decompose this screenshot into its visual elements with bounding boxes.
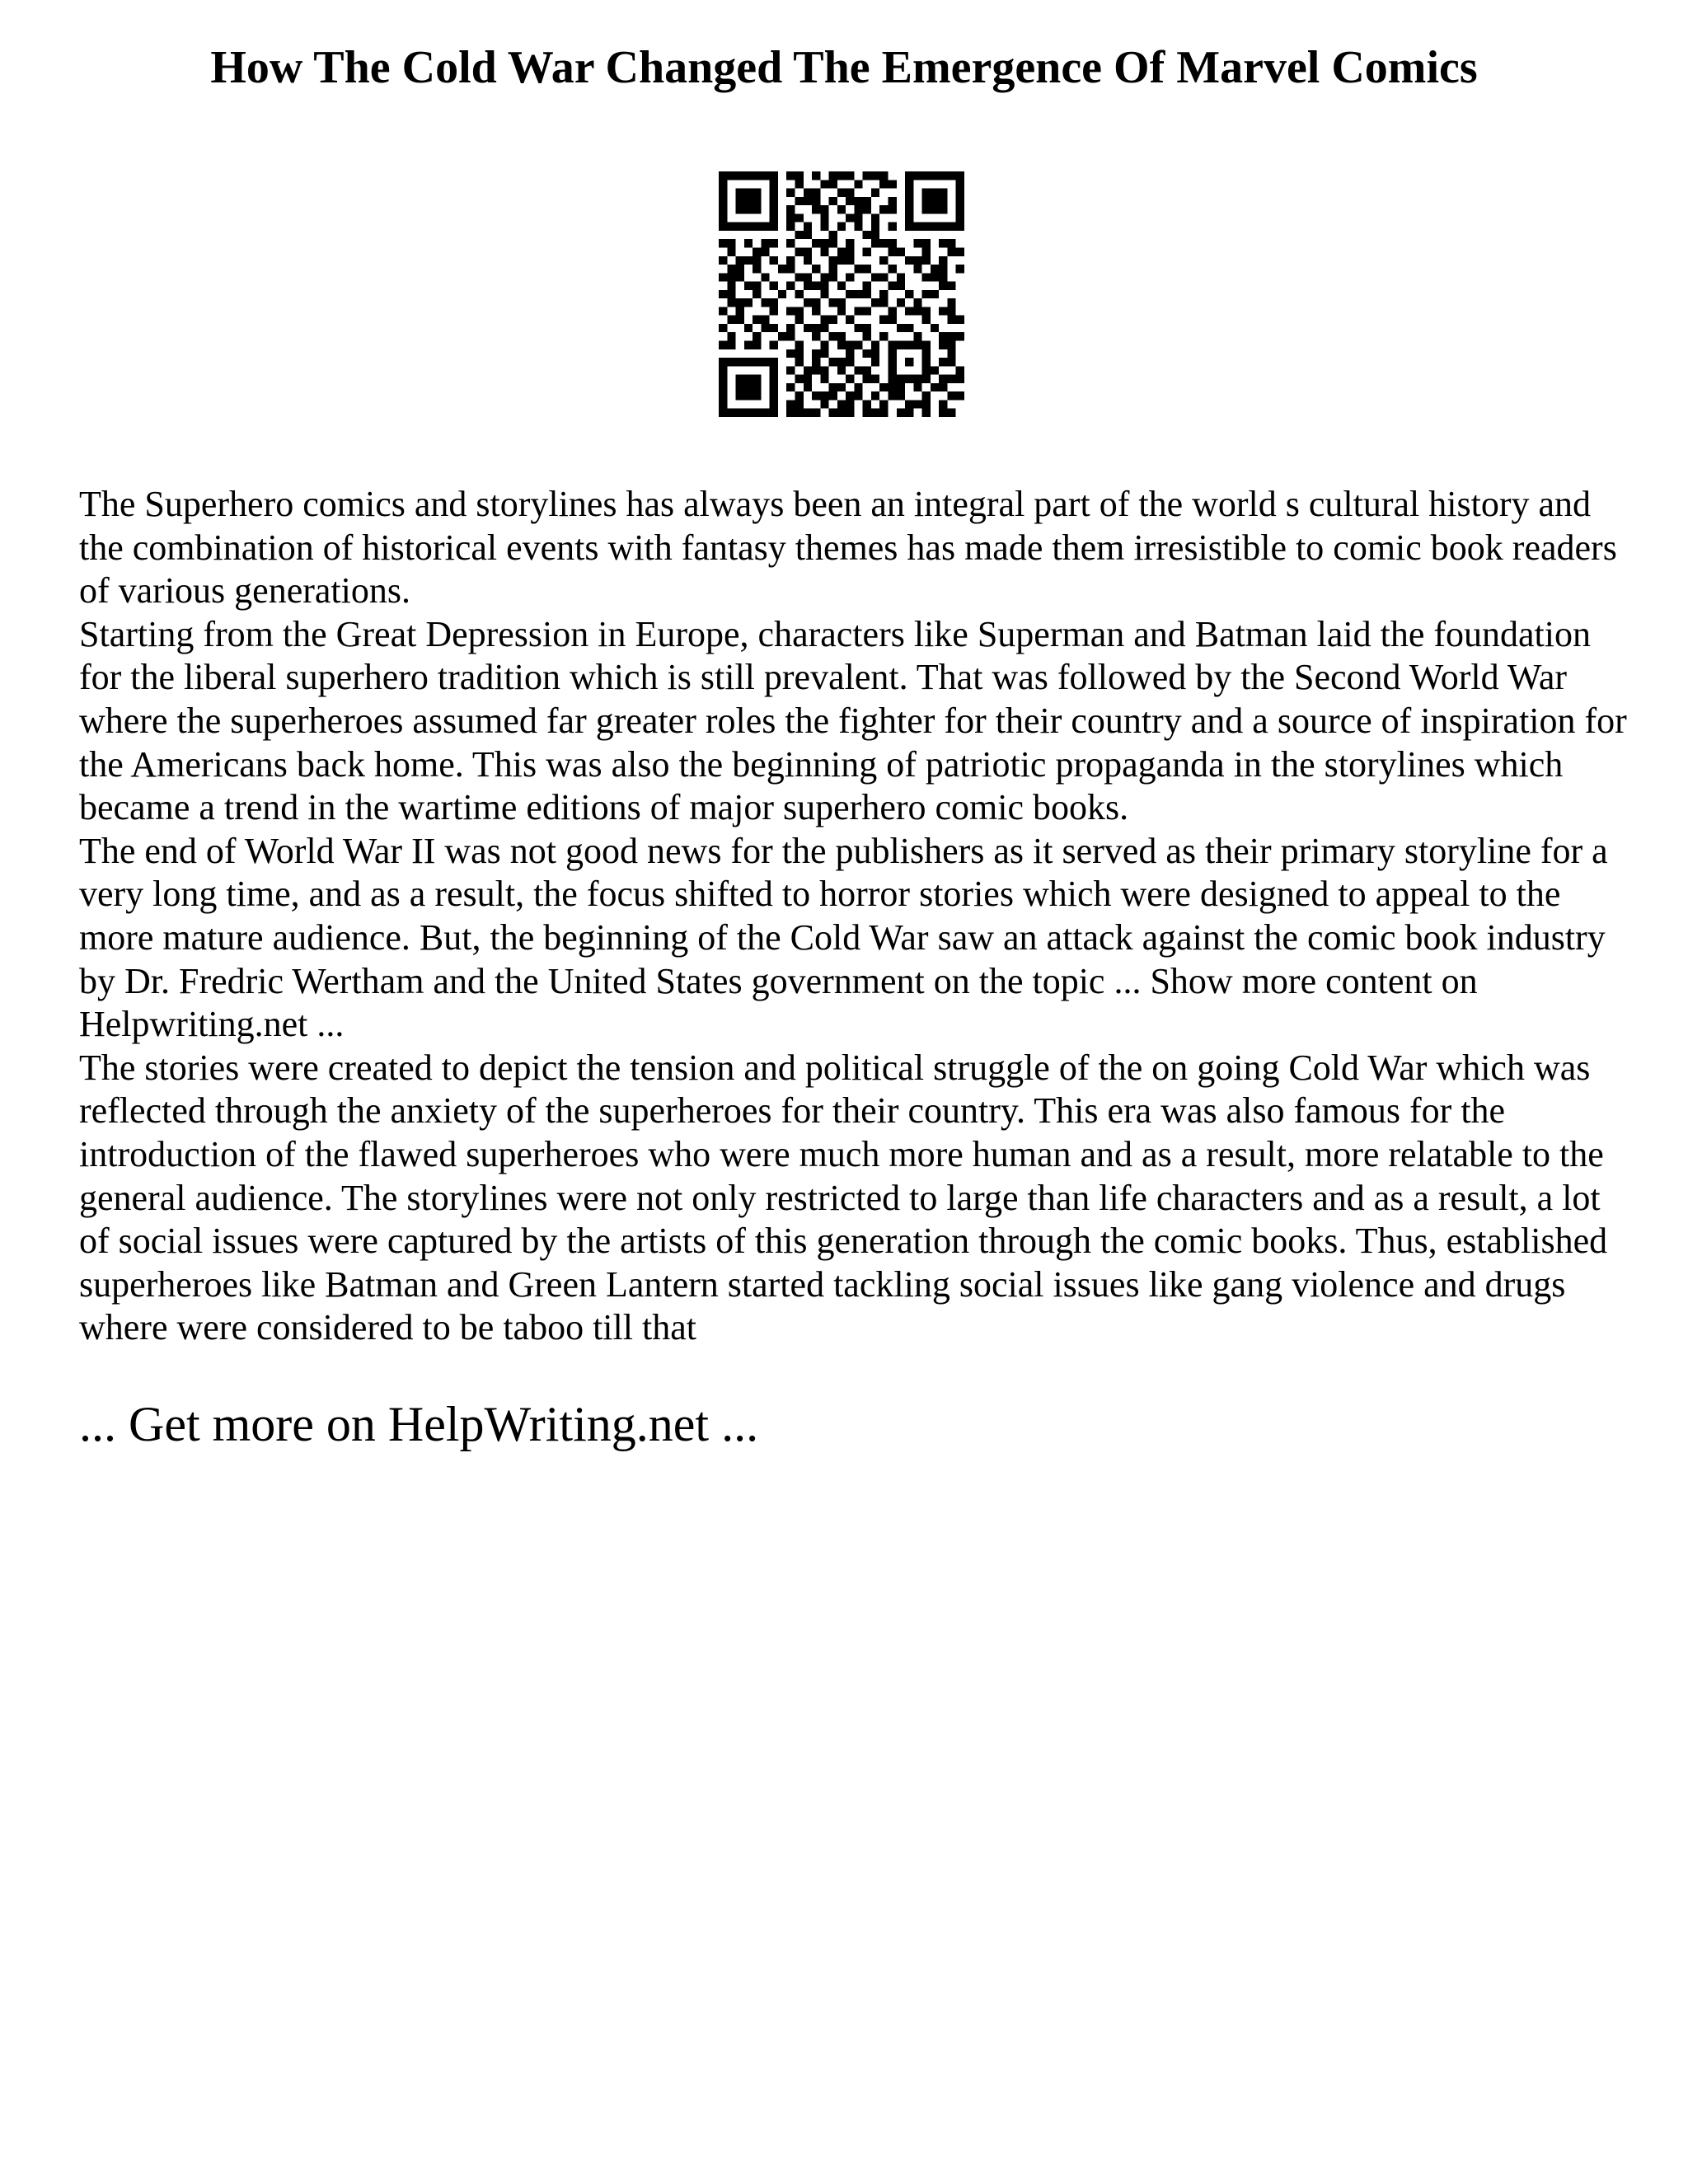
get-more-link[interactable]: ... Get more on HelpWriting.net ... — [79, 1397, 759, 1451]
paragraph: The Superhero comics and storylines has always been an integral part of the world s cultural history and the combination of historical events with fantasy themes has made them irresistible to comic book readers of various generations. — [79, 484, 1617, 612]
paragraph: The stories were created to depict the tension and political struggle of the on going Cold War which was reflected through the anxiety of the superheroes for their country. This era was also famous for the introduction of the flawed superheroes who were much more human and as a result, more relatable to the general audience. The storylines were not only restricted to large than life characters and as a result, a lot of social issues were captured by the artists of this generation through the comic books. Thus, established superheroes like Batman and Green Lantern started tackling social issues like gang violence and drugs where were considered to be taboo till that — [79, 1047, 1608, 1348]
paragraph: Starting from the Great Depression in Europe, characters like Superman and Batman laid the foundation for the liberal superhero tradition which is still prevalent. That was followed by the Second World War where the superheroes assumed far greater roles the fighter for their country and a source of inspiration for the Americans back home. This was also the beginning of patriotic propaganda in the storylines which became a trend in the wartime editions of major superhero comic books. — [79, 613, 1627, 828]
article-body — [79, 483, 1637, 1350]
page-title: How The Cold War Changed The Emergence Of Marvel Comics — [210, 42, 1478, 93]
qr-code-icon — [719, 171, 964, 417]
paragraph: The end of World War II was not good news for the publishers as it served as their primary storyline for a very long time, and as a result, the focus shifted to horror stories which were designed to appeal to the more mature audience. But, the beginning of the Cold War saw an attack against the comic book industry by Dr. Fredric Wertham and the United States government on the topic ... Show more content on Helpwriting.net ... — [79, 830, 1608, 1045]
